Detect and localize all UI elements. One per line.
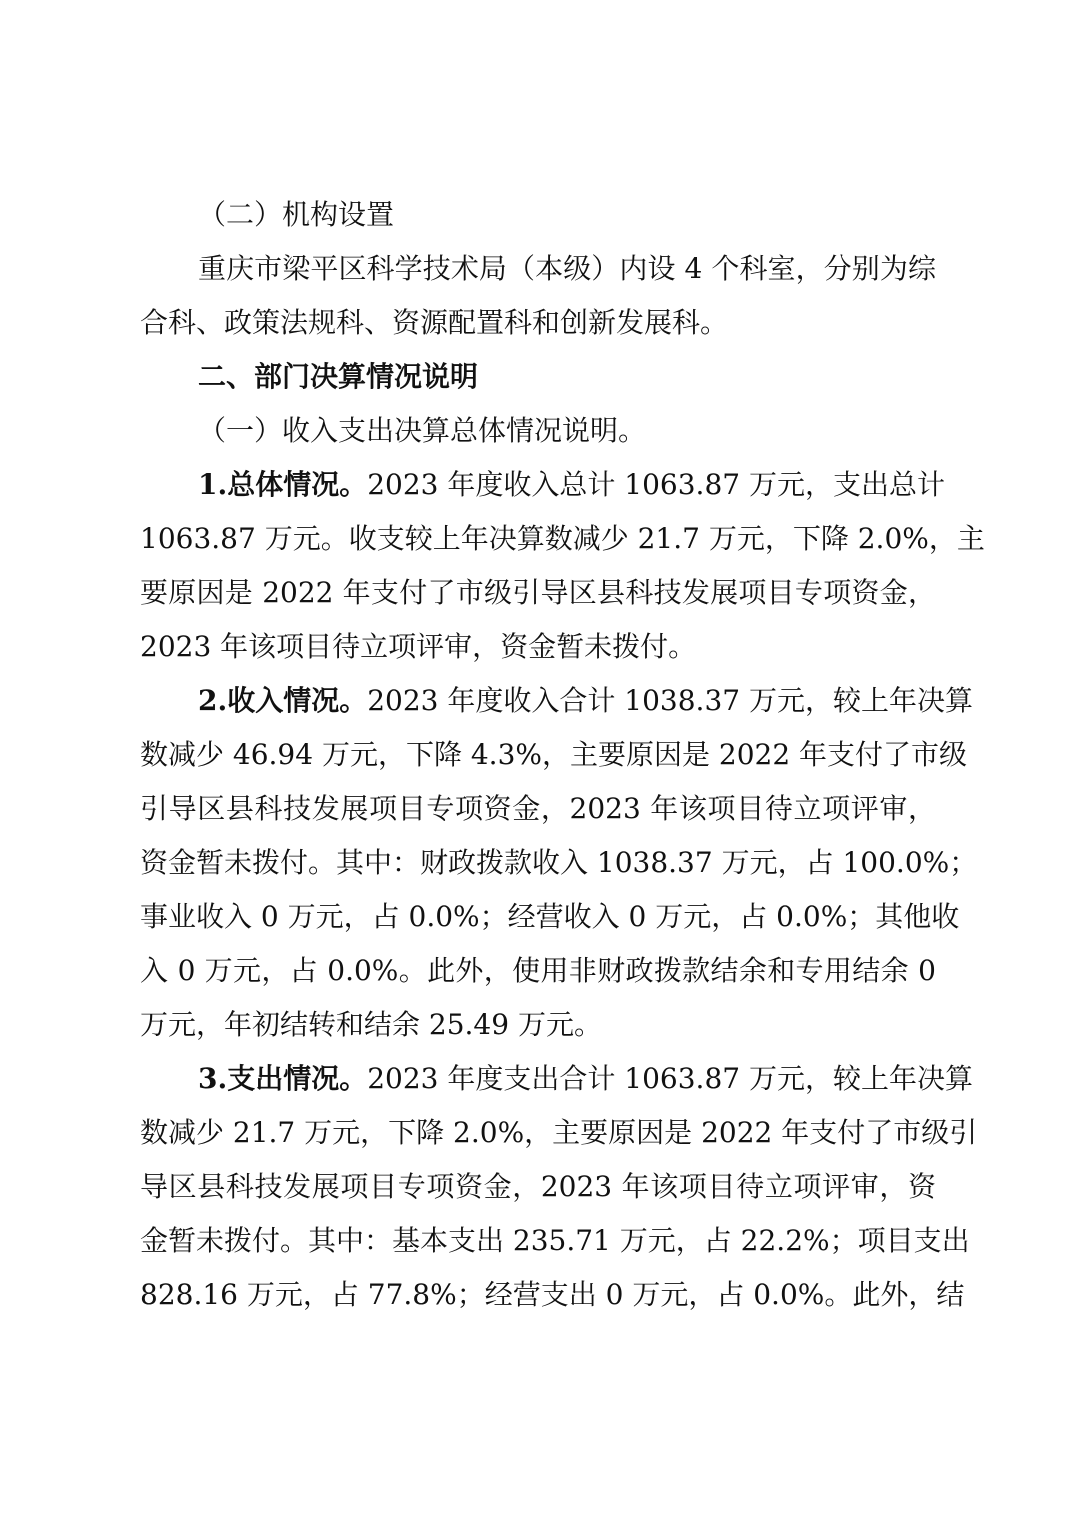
income-line: 资金暂未拨付。其中：财政拨款收入 1038.37 万元，占 100.0%； — [140, 846, 978, 879]
expenditure-line: 金暂未拨付。其中：基本支出 235.71 万元，占 22.2%；项目支出 — [140, 1224, 970, 1257]
expenditure-first-line — [140, 1052, 973, 1106]
document-body — [140, 188, 985, 1322]
part-two-title: 二、部门决算情况说明 — [198, 360, 479, 393]
expenditure-line: 导区县科技发展项目专项资金，2023 年该项目待立项评审，资 — [140, 1170, 936, 1203]
expenditure-lead: 3.支出情况。 — [198, 1062, 368, 1095]
income-line: 数减少 46.94 万元，下降 4.3%，主要原因是 2022 年支付了市级 — [140, 738, 968, 771]
expenditure-line: 828.16 万元，占 77.8%；经营支出 0 万元，占 0.0%。此外，结 — [140, 1278, 965, 1311]
expenditure-line: 数减少 21.7 万元，下降 2.0%，主要原因是 2022 年支付了市级引 — [140, 1116, 978, 1149]
org-paragraph-line: 重庆市梁平区科学技术局（本级）内设 4 个科室，分别为综 — [198, 252, 936, 285]
org-paragraph-line: 合科、政策法规科、资源配置科和创新发展科。 — [140, 306, 729, 339]
income-line-text: 2023 年度收入合计 1038.37 万元，较上年决算 — [367, 684, 973, 717]
overall-lead: 1.总体情况。 — [198, 468, 368, 501]
income-first-line — [140, 674, 973, 728]
overall-paragraph — [140, 458, 985, 674]
income-line: 引导区县科技发展项目专项资金，2023 年该项目待立项评审， — [140, 792, 936, 825]
income-line: 万元，年初结转和结余 25.49 万元。 — [140, 1008, 602, 1041]
org-paragraph — [140, 242, 936, 350]
subsection-one-title: （一）收入支出决算总体情况说明。 — [198, 414, 647, 447]
section-org-title: （二）机构设置 — [198, 198, 395, 231]
income-line: 事业收入 0 万元，占 0.0%；经营收入 0 万元，占 0.0%；其他收 — [140, 900, 960, 933]
expenditure-paragraph — [140, 1052, 978, 1322]
overall-line: 1063.87 万元。收支较上年决算数减少 21.7 万元，下降 2.0%，主 — [140, 522, 985, 555]
overall-line-text: 2023 年度收入总计 1063.87 万元，支出总计 — [367, 468, 945, 501]
overall-first-line — [140, 458, 945, 512]
income-lead: 2.收入情况。 — [198, 684, 368, 717]
expenditure-line-text: 2023 年度支出合计 1063.87 万元，较上年决算 — [367, 1062, 973, 1095]
income-paragraph — [140, 674, 978, 1052]
overall-line: 2023 年该项目待立项评审，资金暂未拨付。 — [140, 630, 697, 663]
income-line: 入 0 万元，占 0.0%。此外，使用非财政拨款结余和专用结余 0 — [140, 954, 936, 987]
overall-line: 要原因是 2022 年支付了市级引导区县科技发展项目专项资金， — [140, 576, 936, 609]
